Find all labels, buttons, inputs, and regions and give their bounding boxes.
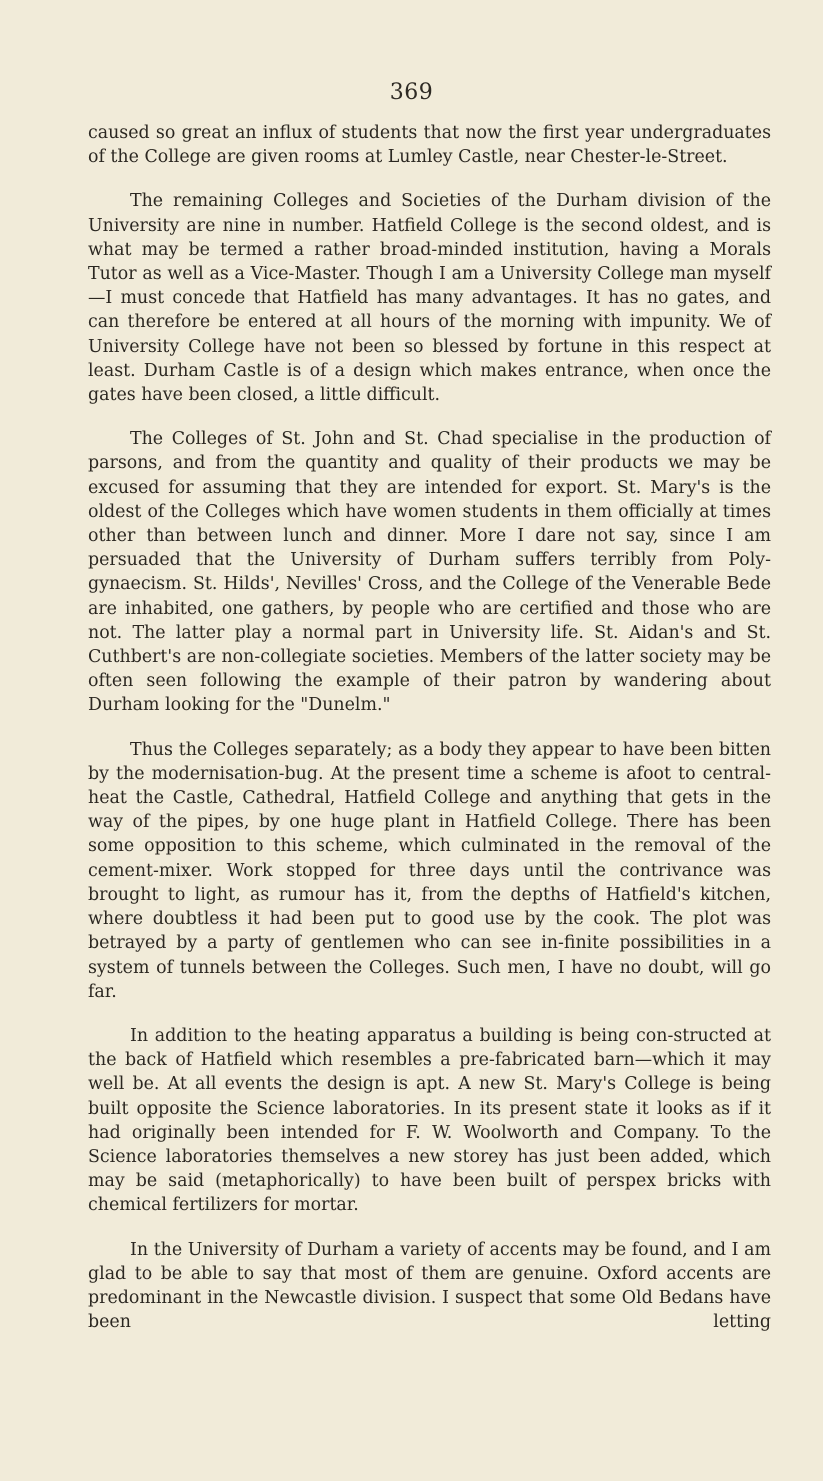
paragraph-colleges-overview: The remaining Colleges and Societies of the Durham division of the University are nine in number. Hatfield College is the second oldest, and is what may be termed a rather broad-minded institution, having a Morals Tutor as well as a Vice-Master. Though I am a University College man myself—I must concede that Hatfield has many advantages. It has no gates, and can therefore be entered at all hours of the morning with impunity. We of University College have not been so blessed by fortune in this respect at least. Durham Castle is of a design which makes entrance, when once the gates have been closed, a little difficult. (88, 191, 771, 406)
page-number: 369 (389, 80, 434, 105)
paragraph-buildings: In addition to the heating apparatus a building is being con-structed at the back of Hatfield which resembles a pre-fabricated barn—which it may well be. At all events the design is apt. A new St. Mary's College is being built opposite the Science laboratories. In its present state it looks as if it had originally been intended for F. W. Woolworth and Company. To the Science laboratories themselves a new storey has just been added, which may be said (metaphorically) to have been built of perspex bricks with chemical fertilizers for mortar. (88, 1025, 771, 1216)
paragraph-modernisation: Thus the Colleges separately; as a body they appear to have been bitten by the modernisation-bug. At the present time a scheme is afoot to central-heat the Castle, Cathedral, Hatfield College and anything that gets in the way of the pipes, by one huge plant in Hatfield College. There has been some opposition to this scheme, which culminated in the removal of the cement-mixer. Work stopped for three days until the contrivance was brought to light, as rumour has it, from the depths of Hatfield's kitchen, where doubtless it had been put to good use by the cook. The plot was betrayed by a party of gentlemen who can see in-finite possibilities in a system of tunnels between the Colleges. Such men, I have no doubt, will go far. (88, 739, 771, 1002)
paragraph-colleges-detail: The Colleges of St. John and St. Chad specialise in the production of parsons, and from the quantity and quality of their products we may be excused for assuming that they are intended for export. St. Mary's is the oldest of the Colleges which have women students in them officially at times other than between lunch and dinner. More I dare not say, since I am persuaded that the University of Durham suffers terribly from Poly-gynaecism. St. Hilds', Nevilles' Cross, and the College of the Venerable Bede are inhabited, one gathers, by people who are certified and those who are not. The latter play a normal part in University life. St. Aidan's and St. Cuthbert's are non-collegiate societies. Members of the latter society may be often seen following the example of their patron by wandering about Durham looking for the "Dunelm." (88, 429, 771, 716)
paragraph-continued: caused so great an influx of students that now the first year undergraduates of the College are given rooms at Lumley Castle, near Chester-le-Street. (88, 123, 771, 168)
paragraph-accents: In the University of Durham a variety of accents may be found, and I am glad to be able to say that most of them are genuine. Oxford accents are predominant in the Newcastle division. I suspect that some Old Bedans have been letting (88, 1239, 771, 1333)
body-text (88, 121, 771, 1334)
